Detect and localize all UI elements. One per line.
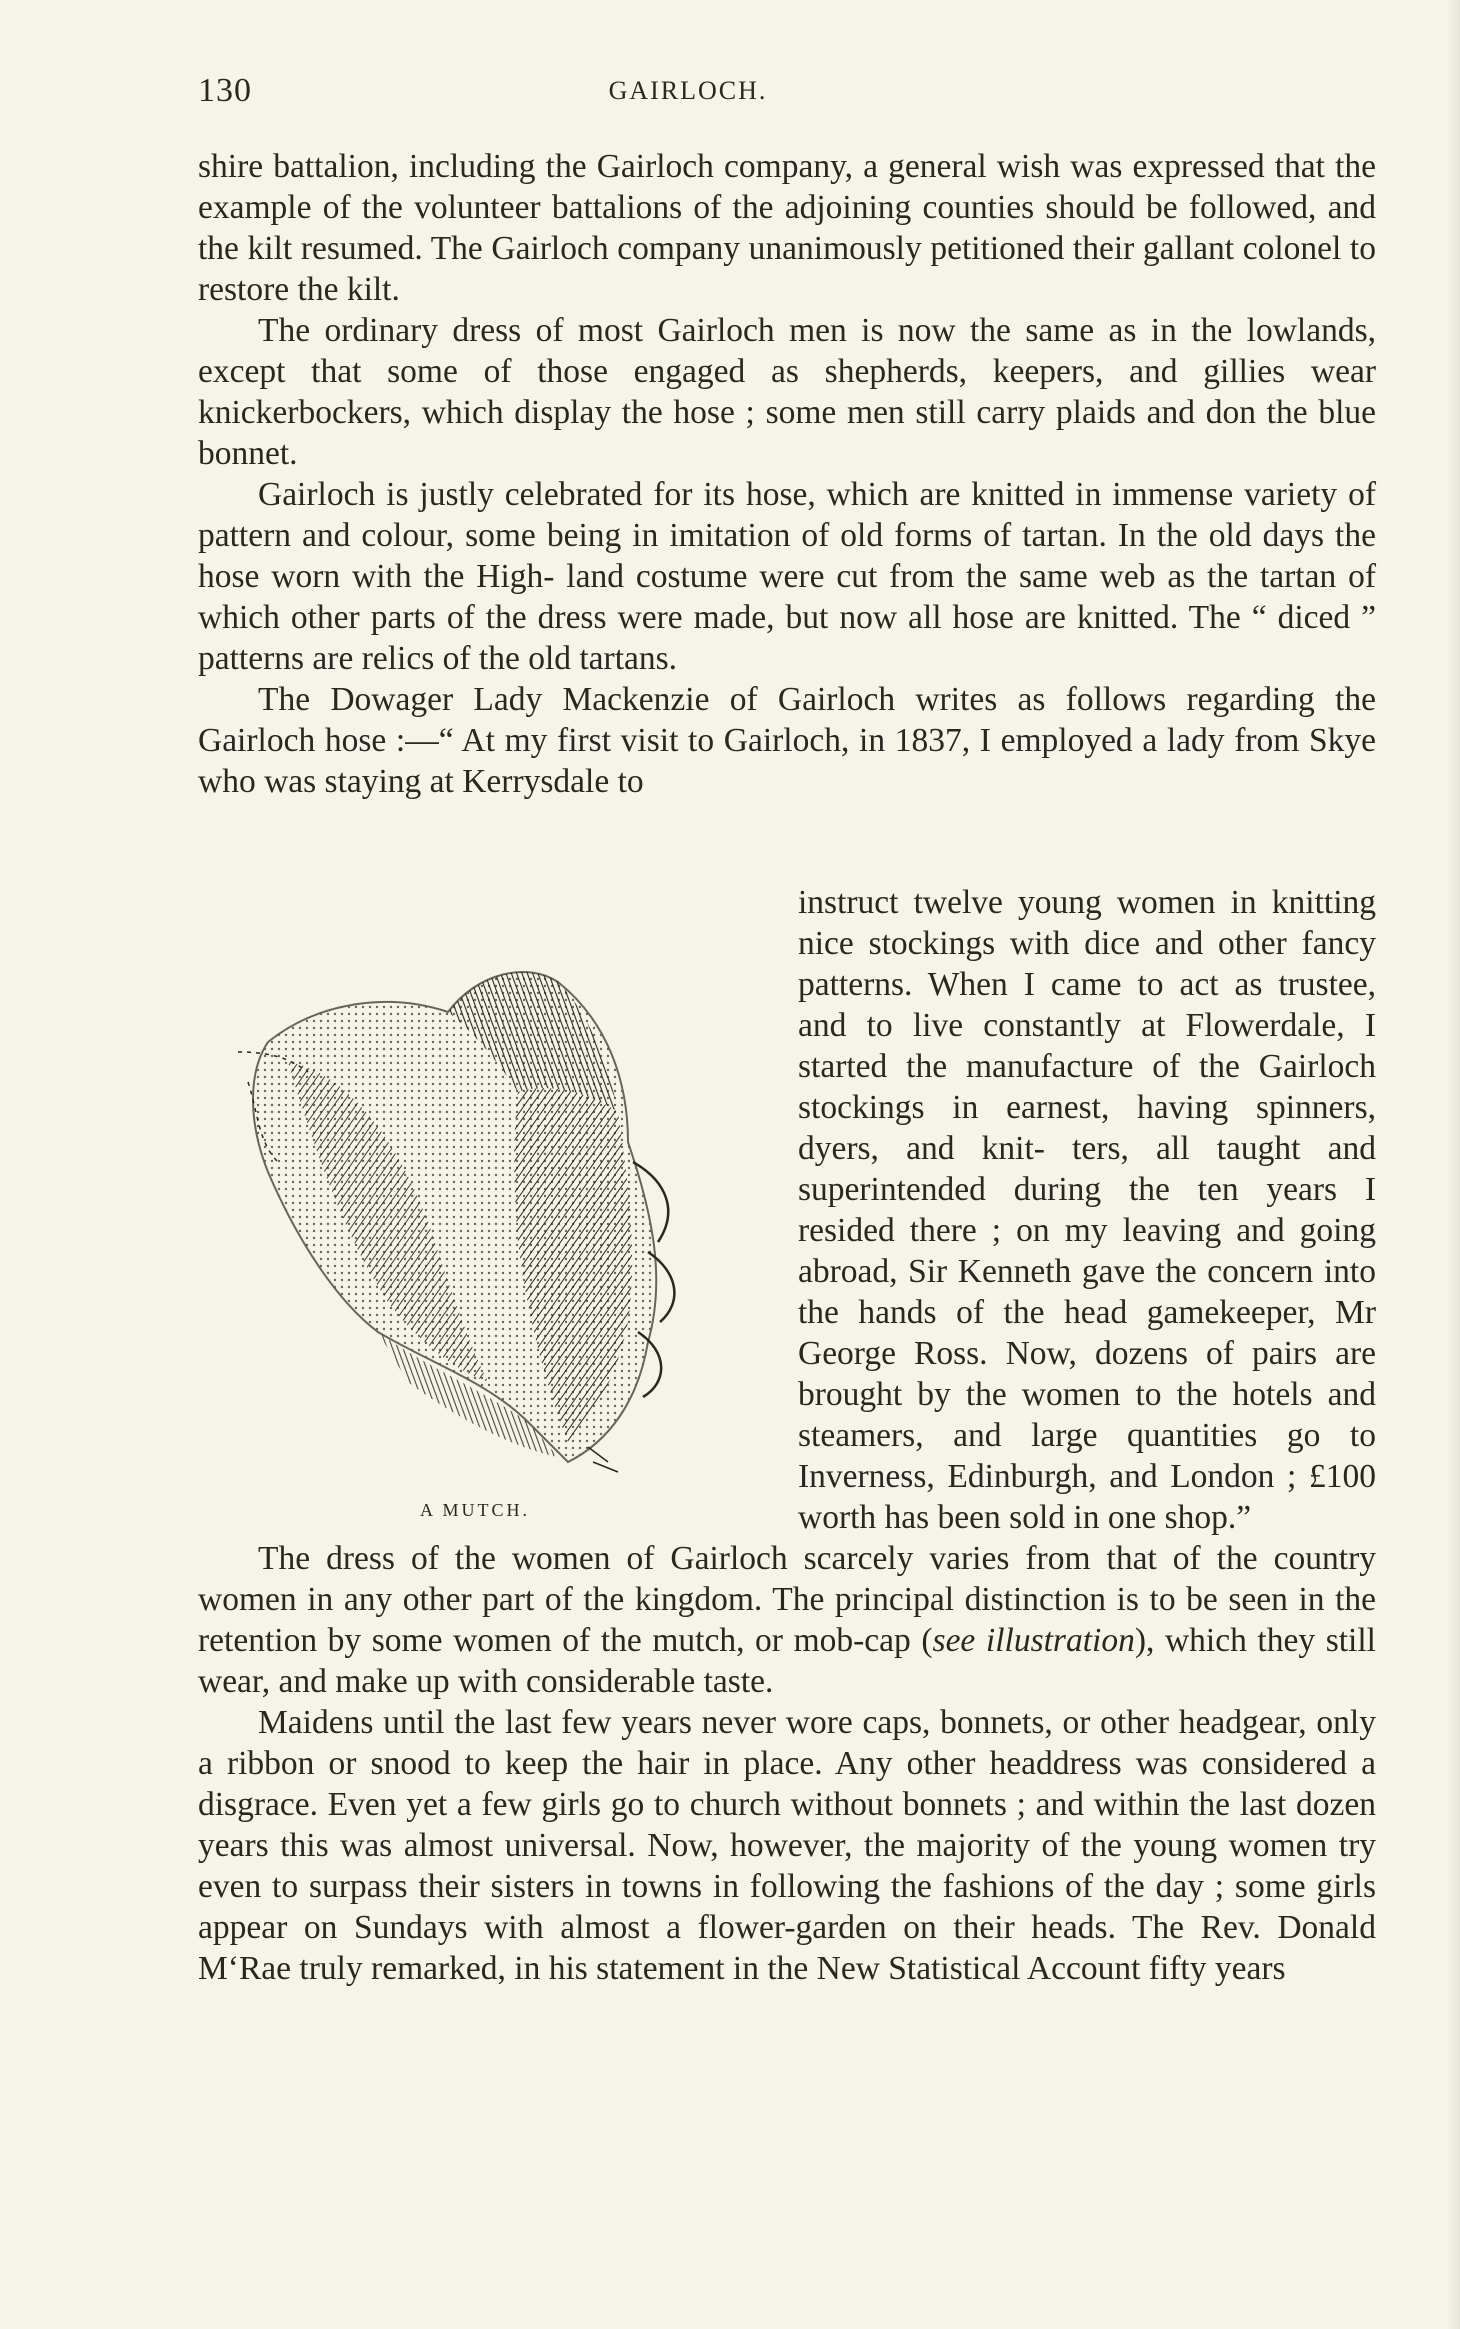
dress-text-after: ), which they still wear, and make up with considerable taste. [198,1622,1376,1700]
paragraph-ordinary-dress: The ordinary dress of most Gairloch men is now the same as in the lowlands, except that some of those engaged as shepherds, keepers, and gillies wear knickerbockers, which display the hose ; some men still carry plaids and don the blue bonnet. [198,312,1376,472]
mutch-illustration [198,882,798,1520]
page-header [198,72,1376,122]
paragraph-women-dress [198,1538,1376,1702]
paragraph-dowager: The Dowager Lady Mackenzie of Gairloch writes as follows regarding the Gairloch hose :—“ At my first visit to Gairloch, in 1837, I employed a lady from Skye who was staying at Kerrysdale to [198,681,1376,800]
body-text-wrapped [198,882,1376,1989]
page-edge-shadow [1446,0,1460,2329]
body-text-top [198,146,1376,802]
paragraph-kilt: shire battalion, including the Gairloch company, a general wish was expressed that the example of the volunteer battalions of the adjoining counties should be followed, and the kilt resumed. The Gairloch company unanimously petitioned their gallant colonel to restore the kilt. [198,148,1376,308]
see-illustration-reference: see illustration [932,1622,1135,1659]
dress-text-before: The dress of the women of Gairloch scarcely varies from that of the country women in any other part of the kingdom. The principal distinction is to be seen in the retention by some women of the mutch, or mob-cap ( [198,1540,1376,1659]
page-number: 130 [198,72,252,109]
paragraph-dowager-continued: instruct twelve young women in knitting nice stockings with dice and other fancy patterns. When I came to act as trustee, and to live constantly at Flowerdale, I started the manufacture of the Gairloch stockings in earnest, having spinners, dyers, and knit- ters, all taught and superintended during the ten years I resided there ; on my leaving and going abroad, Sir Kenneth gave the concern into the hands of the head gamekeeper, Mr George Ross. Now, dozens of pairs are brought by the women to the hotels and steamers, and large quantities go to Inverness, Edinburgh, and London ; £100 worth has been sold in one shop.” [798,884,1376,1536]
figure-caption: A MUTCH. [420,1500,531,1520]
paragraph-hose: Gairloch is justly celebrated for its hose, which are knitted in immense variety of pattern and colour, some being in imitation of old forms of tartan. In the old days the hose worn with the High- land costume were cut from the same web as the tartan of which other parts of the dress were made, but now all hose are knitted. The “ diced ” patterns are relics of the old tartans. [198,476,1376,677]
running-head: GAIRLOCH. [608,76,768,105]
mutch-cap-drawing [228,942,748,1482]
paragraph-maidens: Maidens until the last few years never wore caps, bonnets, or other headgear, only a ribbon or snood to keep the hair in place. Any other headdress was considered a disgrace. Even yet a few girls go to church without bonnets ; and within the last dozen years this was almost universal. Now, however, the majority of the young women try even to surpass their sisters in towns in following the fashions of the day ; some girls appear on Sundays with almost a flower-garden on their heads. The Rev. Donald M‘Rae truly remarked, in his statement in the New Statistical Account fifty years [198,1704,1376,1987]
